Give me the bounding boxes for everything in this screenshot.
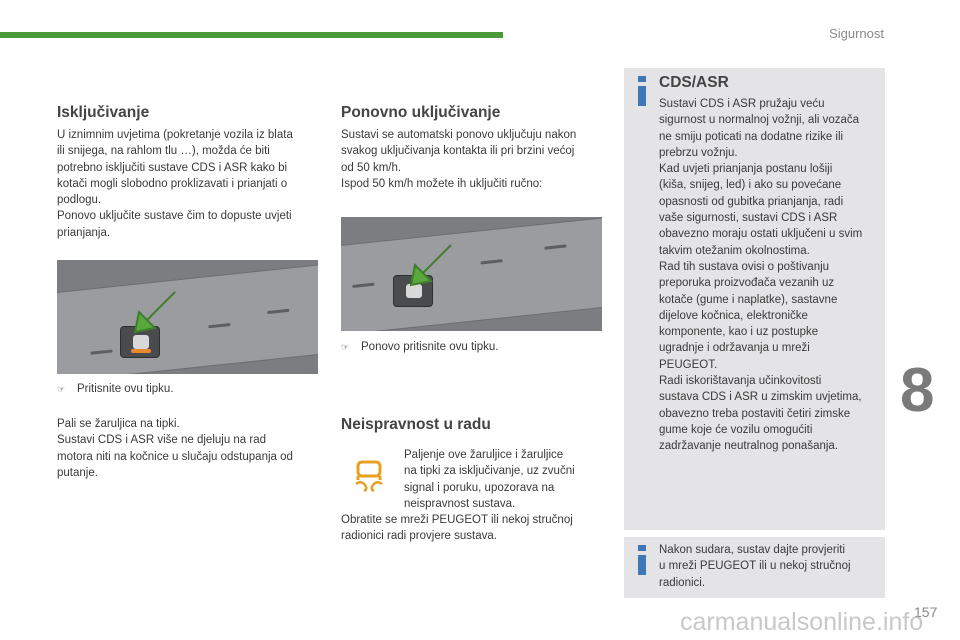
traction-glyph-icon <box>133 335 149 349</box>
isklj-bullet: ☞ Pritisnite ovu tipku. <box>57 383 174 395</box>
console-panel <box>341 217 602 331</box>
info-box-cds-asr <box>624 68 885 530</box>
bullet-icon: ☞ <box>57 384 66 394</box>
traction-warning-icon <box>352 458 386 492</box>
chapter-number: 8 <box>900 356 935 425</box>
fault-title: Neispravnost u radu <box>341 416 491 433</box>
button-photo-left <box>57 260 318 374</box>
info-icon <box>638 545 644 581</box>
console-slot <box>481 259 503 264</box>
ponovno-bullet: ☞ Ponovo pritisnite ovu tipku. <box>341 341 499 353</box>
console-slot <box>352 283 374 288</box>
console-slot <box>208 323 230 328</box>
console-slot <box>90 349 112 354</box>
console-slot <box>544 244 566 249</box>
button-photo-right <box>341 217 602 331</box>
isklj-title: Isključivanje <box>57 104 150 121</box>
isklj-after-text: Pali se žaruljica na tipki. Sustavi CDS i ASR više ne djeluju na rad motora niti na kočnice u slučaju odstupanja od putanje. <box>57 418 293 479</box>
info-icon <box>638 76 644 112</box>
info-text: Sustavi CDS i ASR pružaju veću sigurnost u normalnoj vožnji, ali vozača ne smiju poticati na dodatne rizike ili prebrzu vožnju. Kad uvjeti prianjanja postanu lošiji (kiša, snijeg, led) i ako su povećane opasnosti od gubitka prianjanja, radi vaše sigurnosti, sustavi CDS i ASR obavezno moraju ostati uključeni u svim takvim otežanim okolnostima. Rad tih sustava ovisi o poštivanju preporuka proizvođača vezanih uz kotače (gume i naplatke), sastavne dijelove kočnica, elektroničke komponente, kao i uz postupke ugradnje i održavanja u mreži PEUGEOT. Radi iskorištavanja učinkovitosti sustava CDS i ASR u zimskim uvjetima, obavezno treba postaviti četiri zimske gume koje će vozilu omogućiti zadržavanje neutralnog ponašanja. <box>659 98 863 453</box>
bullet-icon: ☞ <box>341 342 350 352</box>
top-accent-bar <box>0 32 503 38</box>
fault-text: Paljenje ove žaruljice i žaruljice na tipki za isključivanje, uz zvučni signal i poruku, upozorava na neispravnost sustava. <box>404 449 575 510</box>
fault-after-text: Obratite se mreži PEUGEOT ili nekoj stručnoj radionici radi provjere sustava. <box>341 514 573 543</box>
console-slot <box>267 309 289 314</box>
info-box-collision <box>624 537 885 598</box>
info-text: Nakon sudara, sustav dajte provjeriti u mreži PEUGEOT ili u nekoj stručnoj radionici. <box>659 544 851 589</box>
console-panel <box>57 263 318 374</box>
ponovno-title: Ponovno uključivanje <box>341 104 501 121</box>
isklj-text: U iznimnim uvjetima (pokretanje vozila iz blata ili snijega, na rahlom tlu …), možda će biti potrebno isključiti sustave CDS i ASR kako bi kotači mogli slobodno proklizavati i prianjati o podlogu. Ponovo uključite sustave čim to dopuste uvjeti prianjanja. <box>57 129 293 239</box>
section-label: Sigurnost <box>829 26 884 41</box>
ponovno-text: Sustavi se automatski ponovo uključuju nakon svakog uključivanja kontakta ili pri brzini većoj od 50 km/h. Ispod 50 km/h možete ih uključiti ručno: <box>341 129 577 190</box>
pointer-arrow-icon <box>131 290 177 336</box>
watermark: carmanualsonline.info <box>680 608 924 636</box>
info-title: CDS/ASR <box>659 74 729 91</box>
page-number: 157 <box>914 604 938 620</box>
pointer-arrow-icon <box>407 243 453 289</box>
button-led <box>131 349 151 353</box>
